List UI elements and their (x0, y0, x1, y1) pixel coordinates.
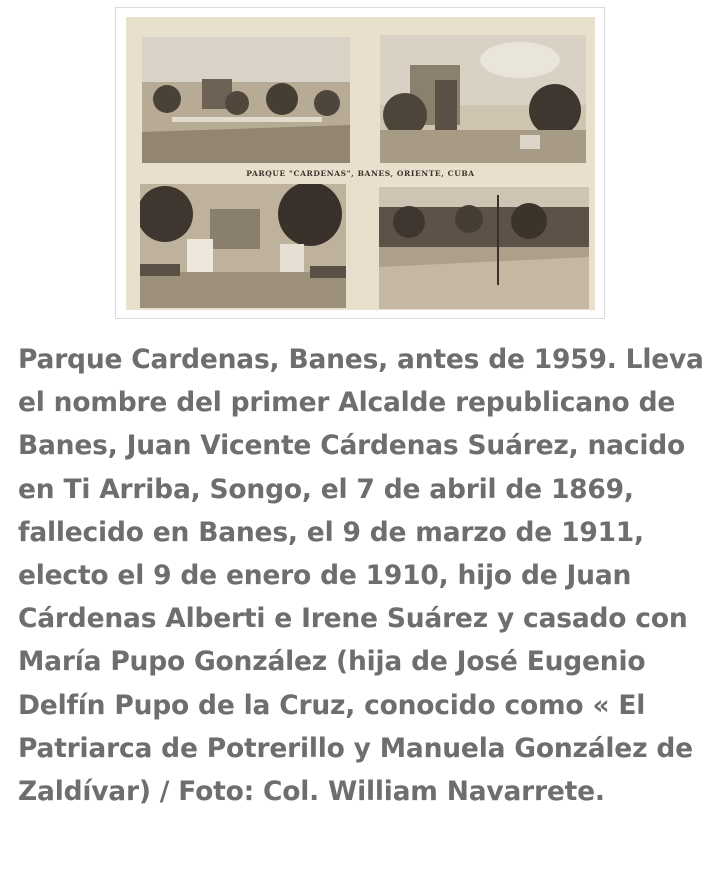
postcard-photo-park-street (379, 187, 589, 309)
postcard-caption: PARQUE "CARDENAS", BANES, ORIENTE, CUBA (246, 169, 475, 178)
vintage-postcard (126, 17, 595, 310)
postcard-photo-garden-pillars (140, 184, 346, 308)
article-end-mark: . (594, 776, 605, 808)
postcard-photo-street-buildings (380, 35, 586, 163)
photo-frame[interactable] (115, 7, 605, 319)
article-text (18, 338, 708, 813)
article-body: Parque Cardenas, Banes, antes de 1959. Lleva el nombre del primer Alcalde republicano de Banes, Juan Vicente Cárdenas Suárez, nacido en Ti Arriba, Songo, el 7 de abril de 1869, fallecido en Banes, el 9 de marzo de 1911, electo el 9 de enero de 1910, hijo de Juan Cárdenas Alberti e Irene Suárez y casado con María Pupo González (hija de José Eugenio Delfín Pupo de la Cruz, conocido como « El Patriarca de Potrerillo y Manuela González de Zaldívar) / Foto: Col. William Navarrete (18, 344, 704, 808)
postcard-photo-park-plaza (142, 37, 350, 163)
